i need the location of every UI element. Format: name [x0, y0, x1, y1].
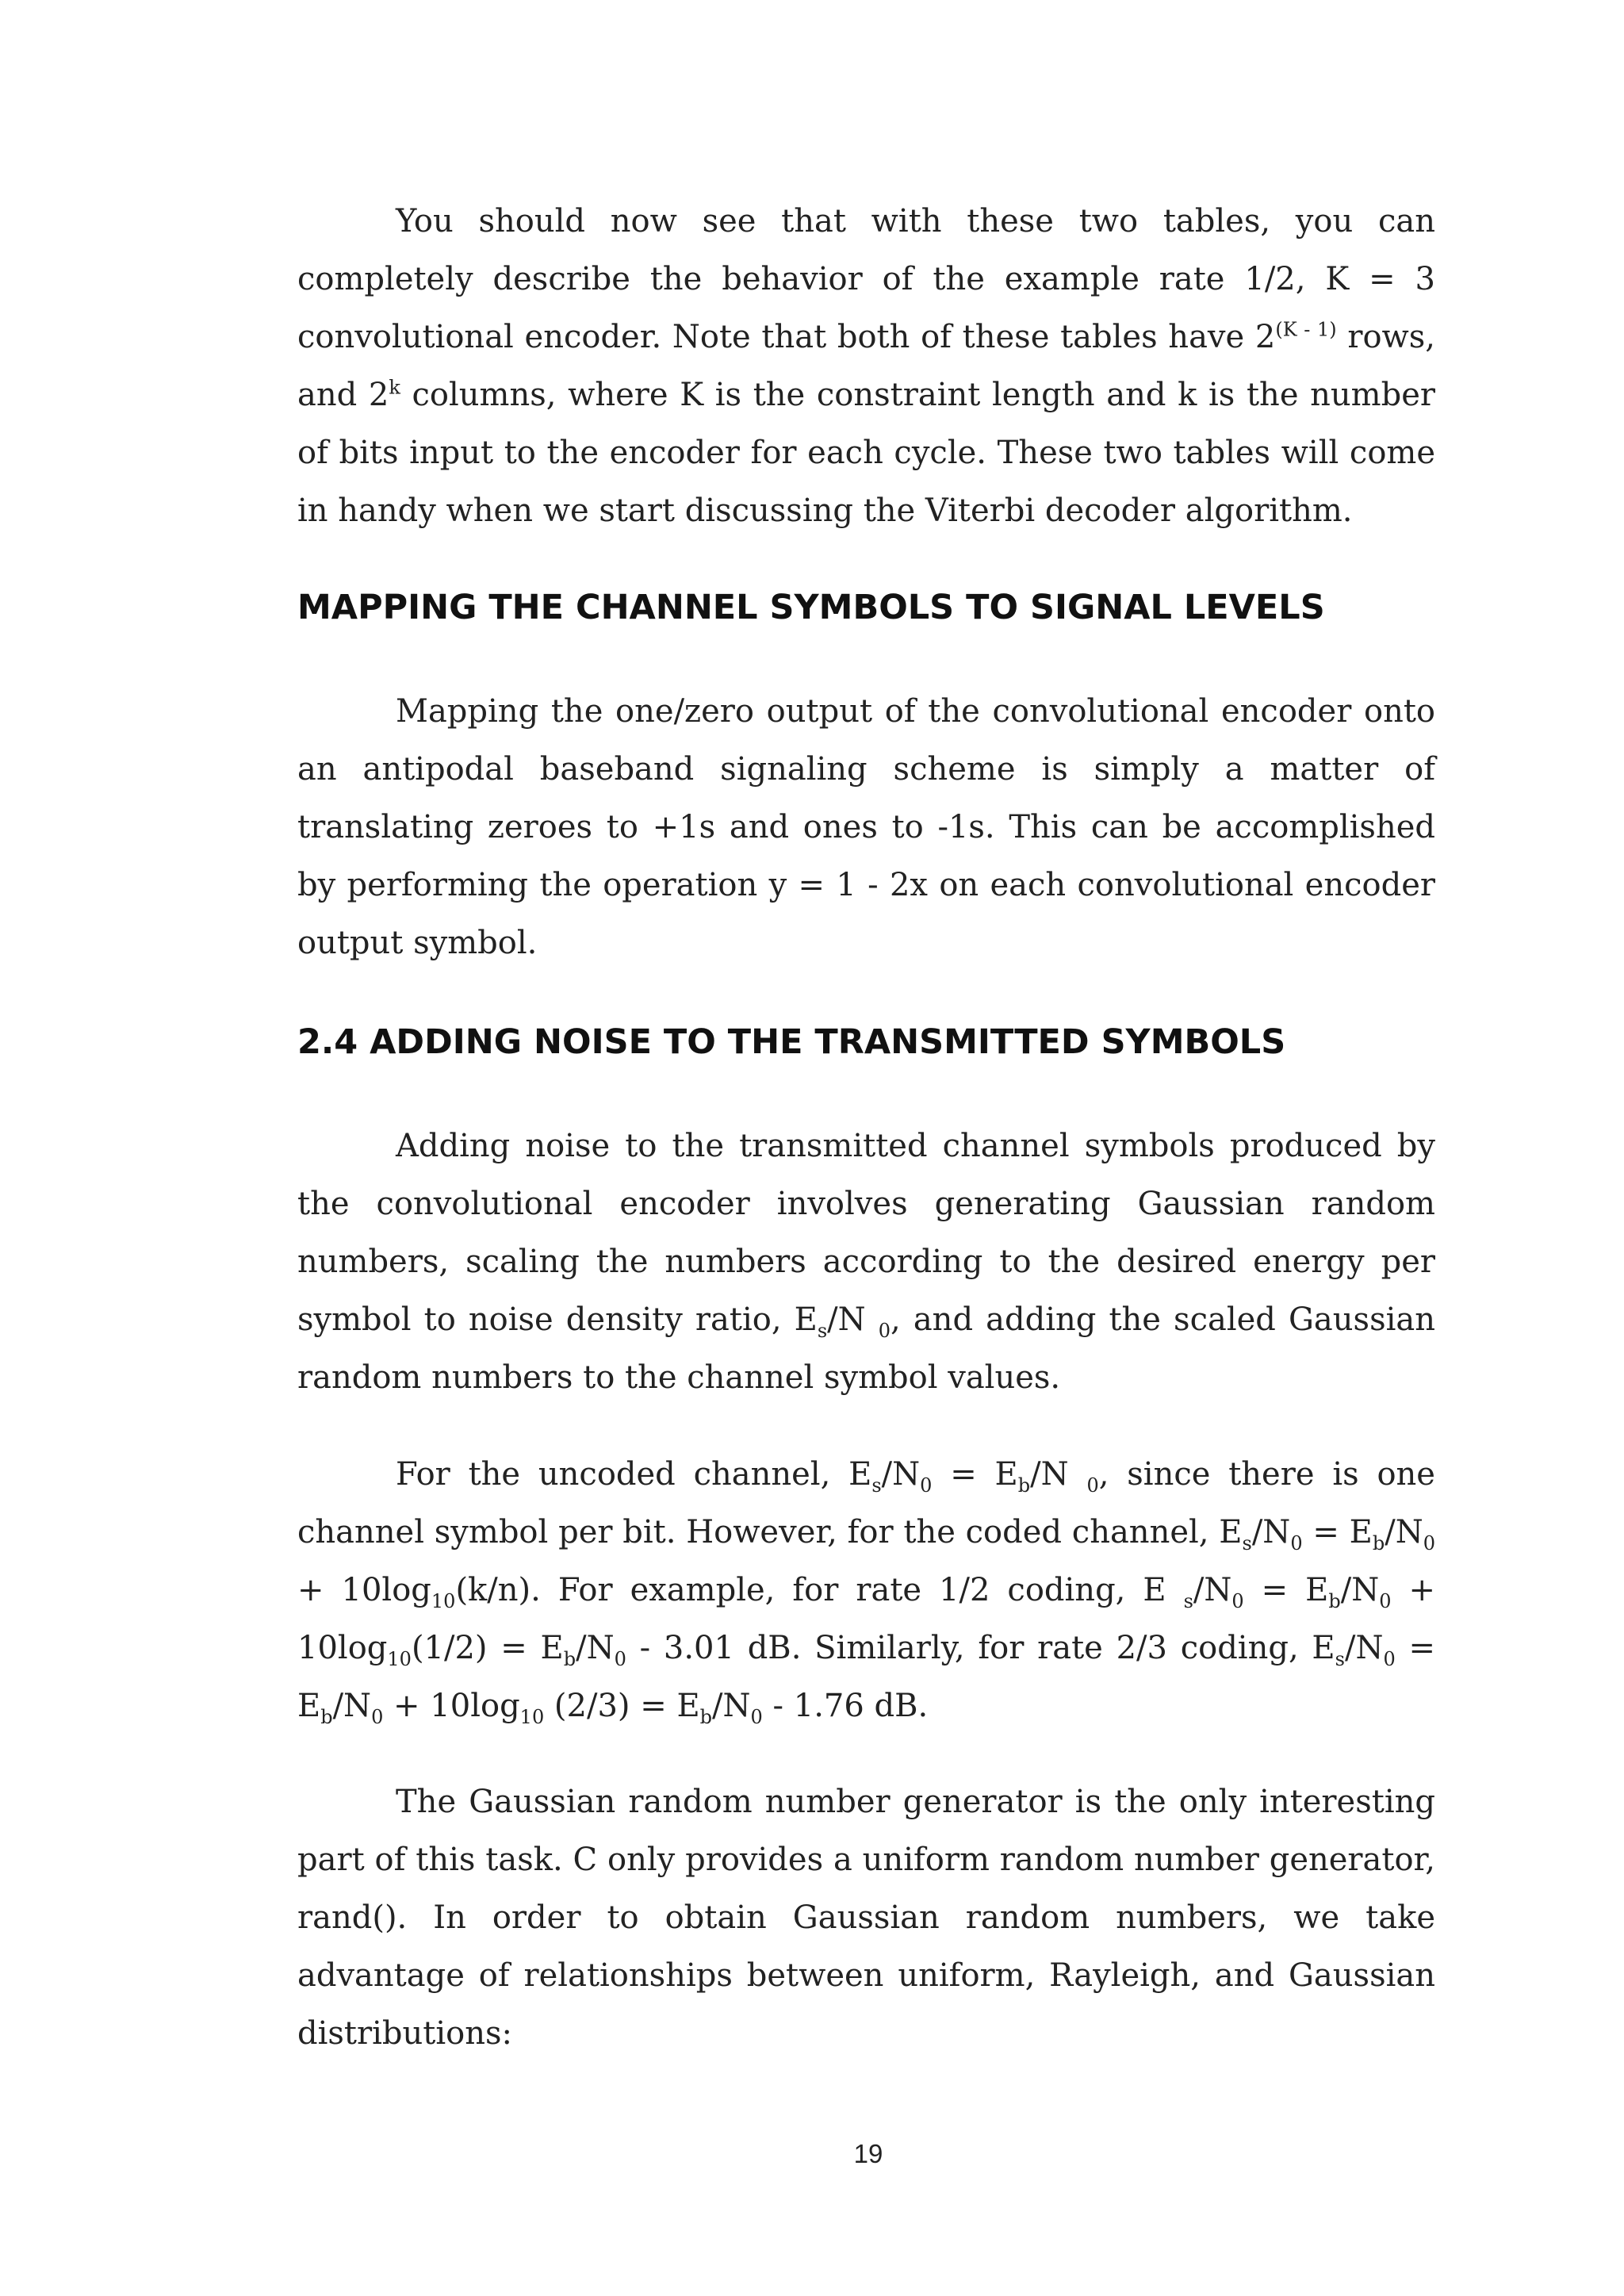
- superscript: k: [389, 376, 400, 399]
- text-run: - 3.01 dB. Similarly, for rate 2/3 coding, E: [626, 1630, 1335, 1666]
- subscript: s: [1335, 1648, 1345, 1670]
- text-run: columns, where K is the constraint length and k is the number of bits input to the encoder for each cycle. These two tables will come in handy when we start discussing the Viterbi decoder algorithm.: [297, 377, 1435, 529]
- text-run: (1/2) = E: [411, 1630, 564, 1666]
- paragraph-es-n0-relationship: [297, 1446, 1435, 1735]
- subscript: b: [1328, 1590, 1341, 1612]
- subscript: b: [563, 1648, 576, 1670]
- text-run: + 10log: [297, 1572, 1436, 1666]
- text-run: = E: [297, 1630, 1435, 1724]
- text-run: (k/n). For example, for rate 1/2 coding, E: [455, 1572, 1184, 1608]
- subscript: b: [699, 1706, 713, 1728]
- subscript: b: [1372, 1532, 1385, 1554]
- text-run: /N: [712, 1688, 751, 1724]
- subscript: s: [1183, 1590, 1193, 1612]
- subscript: s: [1242, 1532, 1252, 1554]
- paragraph-adding-noise: [297, 1117, 1435, 1407]
- text-run: , since there is one channel symbol per bit. However, for the coded channel, E: [297, 1456, 1435, 1550]
- paragraph-gaussian-generator: The Gaussian random number generator is the only interesting part of this task. C only provides a uniform random number generator, rand(). In order to obtain Gaussian random numbers, we take advantage of relationships between uniform, Rayleigh, and Gaussian distributions:: [297, 1784, 1435, 2052]
- paragraph-tables-summary: [297, 193, 1435, 540]
- text-run: Adding noise to the transmitted channel symbols produced by the convolutional encoder involves generating Gaussian random numbers, scaling the numbers according to the desired energy per symbol to noise density ratio, E: [297, 1128, 1435, 1338]
- text-run: /N: [827, 1301, 879, 1338]
- text-run: rows, and 2: [297, 319, 1436, 413]
- subscript: 10: [519, 1706, 545, 1728]
- subscript: 0: [1086, 1474, 1099, 1497]
- text-run: /N: [1385, 1514, 1423, 1550]
- page-number: 19: [853, 2139, 883, 2168]
- text-run: /N: [1340, 1572, 1380, 1608]
- subscript: 0: [1383, 1648, 1396, 1670]
- superscript: (K - 1): [1275, 318, 1337, 341]
- text-run: For the uncoded channel, E: [396, 1456, 872, 1493]
- text-run: /N: [1030, 1456, 1087, 1493]
- section-heading-mapping: MAPPING THE CHANNEL SYMBOLS TO SIGNAL LEVELS: [297, 588, 1325, 627]
- text-run: /N: [1193, 1572, 1232, 1608]
- text-run: , and adding the scaled Gaussian random numbers to the channel symbol values.: [297, 1301, 1435, 1396]
- subscript: 0: [750, 1706, 763, 1728]
- subscript: s: [871, 1474, 882, 1497]
- text-run: /N: [881, 1456, 921, 1493]
- subscript: 10: [431, 1590, 456, 1612]
- subscript: b: [320, 1706, 333, 1728]
- text-run: (2/3) = E: [544, 1688, 700, 1724]
- text-run: /N: [1344, 1630, 1384, 1666]
- text-run: - 1.76 dB.: [762, 1688, 929, 1724]
- text-run: You should now see that with these two tables, you can completely describe the behavior of the example rate 1/2, K = 3 convolutional encoder. Note that both of these tables have 2: [297, 203, 1435, 355]
- text-run: /N: [332, 1688, 372, 1724]
- text-run: /N: [576, 1630, 615, 1666]
- subscript: 10: [387, 1648, 412, 1670]
- text-run: + 10log: [383, 1688, 520, 1724]
- subscript: 0: [371, 1706, 384, 1728]
- subscript: 0: [1423, 1532, 1436, 1554]
- subscript: 0: [614, 1648, 626, 1670]
- subscript: b: [1017, 1474, 1031, 1497]
- subscript: 0: [1290, 1532, 1303, 1554]
- subscript: 0: [1379, 1590, 1392, 1612]
- text-run: + 10log: [297, 1572, 431, 1608]
- paragraph-mapping: Mapping the one/zero output of the convolutional encoder onto an antipodal baseband signaling scheme is simply a matter of translating zeroes to +1s and ones to -1s. This can be accomplished by performing the operation y = 1 - 2x on each convolutional encoder output symbol.: [297, 693, 1435, 961]
- subscript: s: [817, 1320, 828, 1342]
- text-run: /N: [1251, 1514, 1291, 1550]
- section-heading-adding-noise: 2.4 ADDING NOISE TO THE TRANSMITTED SYMBOLS: [297, 1022, 1286, 1062]
- text-run: = E: [1302, 1514, 1373, 1550]
- text-run: = E: [1243, 1572, 1329, 1608]
- subscript: 0: [1231, 1590, 1244, 1612]
- subscript: 0: [878, 1320, 891, 1342]
- subscript: 0: [920, 1474, 933, 1497]
- text-run: = E: [932, 1456, 1018, 1493]
